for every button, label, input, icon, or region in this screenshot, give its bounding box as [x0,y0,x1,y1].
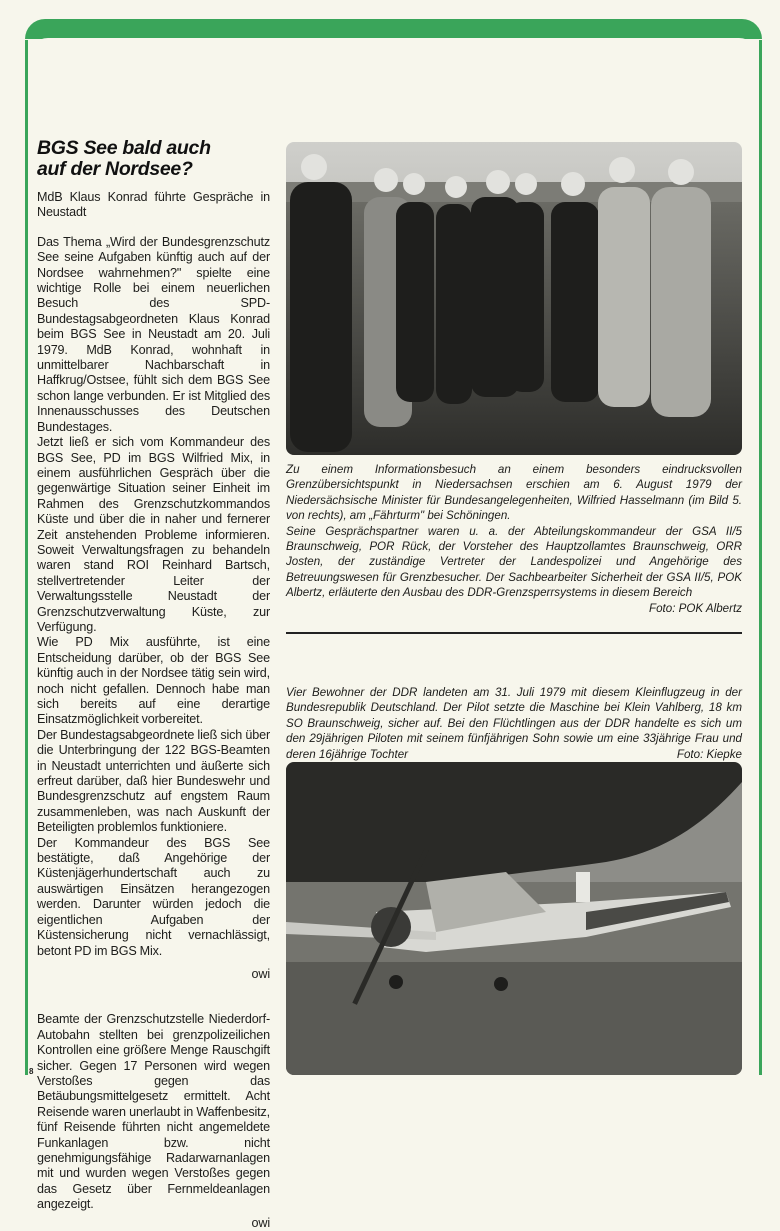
short-news [37,1012,270,1231]
photo-credit: Foto: Kiepke [676,747,742,761]
page-number: 8 [29,1067,34,1076]
short-news-paragraph: Beamte der Grenzschutzstelle Niederdorf-Autobahn stellten bei grenzpolizeilichen Kontrollen eine größere Menge Rauschgift sicher. Gegen 17 Personen wird wegen Verstoßes gegen das Betäubungsmittelgesetz ermittelt. Acht Reisende waren unerlaubt in Waffenbesitz, fünf Reisende führten nicht angemeldete Funkanlagen bzw. nicht genehmigungsfähige Radarwarnanlagen mit und wurden wegen Verstoßes gegen das Gesetz über Fernmeldeanlagen angezeigt. [37,1012,270,1212]
green-frame-top [25,19,762,39]
photo-credit: Foto: POK Albertz [649,601,742,615]
photo-airplane-image [286,762,742,1075]
title-line-2: auf der Nordsee? [37,158,193,180]
subtitle-text: MdB Klaus Konrad führte Gespräche in Neustadt [37,190,270,220]
photo-airplane [286,762,742,1075]
green-frame-left [25,40,28,1075]
article-paragraph: Das Thema „Wird der Bundesgrenzschutz See seine Aufgaben künftig auch auf der Nordsee wahrnehmen?" spielte eine wichtige Rolle bei einem neuerlichen Besuch des SPD-Bundestagsabgeordneten Klaus Konrad beim BGS See in Neustadt am 20. Juli 1979. MdB Konrad, wohnhaft in unmittelbarer Nachbarschaft in Haffkrug/Ostsee, fühlt sich dem BGS See schon lange verbunden. Er ist Mitglied des Innenausschusses des Deutschen Bundestages. [37,234,270,434]
left-column [37,138,270,1231]
photo-officials-visit [286,142,742,455]
article-paragraph: Jetzt ließ er sich vom Kommandeur des BGS See, PD im BGS Wilfried Mix, in einem ausführlichen Gespräch über die gegenwärtige Situation seiner Einheit im Rahmen des Grenzschutzkommandos Küste und über die in naher und fernerer Zeit anstehenden Probleme informieren. Soweit Verwaltungsfragen zu behandeln waren stand ROI Reinhard Bartsch, stellvertretender Leiter der Verwaltungsstelle Neustadt der Grenzschutzverwaltung Küste, zur Verfügung. [37,435,270,634]
section-divider [286,632,742,634]
article-subtitle [37,190,270,221]
title-line-1: BGS See bald auch [37,137,211,159]
photo1-caption [286,462,742,616]
author-signature: owi [251,966,270,981]
author-signature: owi [251,1215,270,1230]
caption-paragraph: Seine Gesprächspartner waren u. a. der Abteilungskommandeur der GSA II/5 Braunschweig, POR Rück, der Vorsteher des Hauptzollamtes Braunschweig, ORR Josten, der zuständige Vertreter der Landespolizei und Angehörige des Betreuungswesen für Grenzbesucher. Der Sachbearbeiter Sicherheit der GSA II/5, POK Albertz, erläuterte den Ausbau des DDR-Grenzsperrsystems in diesem Bereich [286,524,742,600]
article-paragraph: Der Bundestagsabgeordnete ließ sich über die Unterbringung der 122 BGS-Beamten in Neustadt unterrichten und äußerte sich erfreut darüber, daß hier Bundeswehr und Bundesgrenzschutz auf engstem Raum zusammenleben, was nach Auskunft der Beteiligten problemlos funktioniere. [37,727,270,835]
article-paragraph: Der Kommandeur des BGS See bestätigte, daß Angehörige der Küstenjägerhundertschaft auch zu auswärtigen Einsätzen herangezogen werden. Darunter würden jedoch die eigentlichen Aufgaben der Küstensicherung nicht vernachlässigt, betont PD im BGS Mix. [37,835,270,958]
article-paragraph: Wie PD Mix ausführte, ist eine Entscheidung darüber, ob der BGS See künftig auch in der Nordsee tätig sein wird, noch nicht gefallen. Dennoch habe man sich bereits auf eine derartige Einsatzmöglichkeit vorbereitet. [37,635,270,727]
photo-officials-image [286,142,742,455]
article-body [37,235,270,983]
photo2-caption [286,685,742,762]
caption-text: Vier Bewohner der DDR landeten am 31. Juli 1979 mit diesem Kleinflugzeug in der Bundesrepublik Deutschland. Der Pilot setzte die Maschine bei Klein Vahlberg, 18 km SO Braunschweig, sicher auf. Bei den Flüchtlingen aus der DDR handelte es sich um den 29jährigen Piloten mit seinem fünfjährigen Sohn sowie um eine 33jährige Frau und deren 16jährige Tochter [286,686,742,761]
article-title [37,138,270,180]
green-frame-right [759,40,762,1075]
caption-paragraph: Zu einem Informationsbesuch an einem besonders eindrucksvollen Grenzübersichtspunkt in Niedersachsen erschien am 6. August 1979 der Niedersächsische Minister für Bundesangelegenheiten, Wilfried Hasselmann (im Bild 5. von rechts), am „Fährturm" bei Schöningen. [286,463,742,523]
